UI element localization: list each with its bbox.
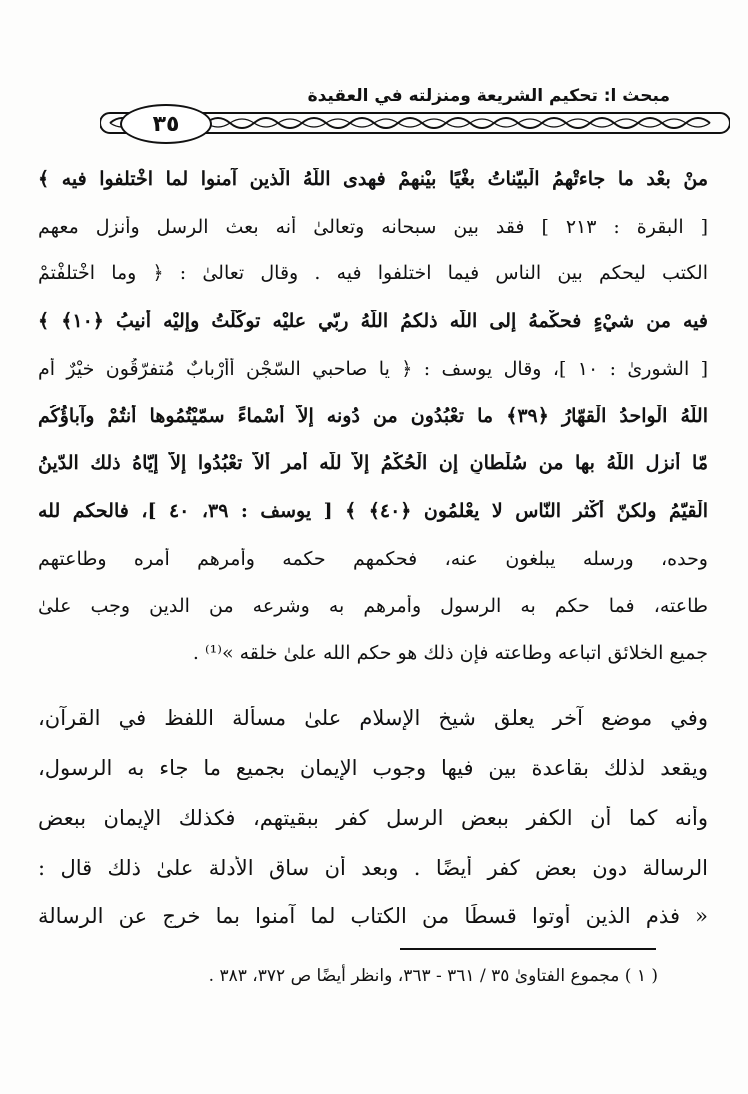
page-number: ٣٥ xyxy=(120,104,212,144)
footnote: ( ١ ) مجموع الفتاوىٰ ٣٥ / ٣٦١ - ٣٦٣، وانظر أيضًا ص ٣٧٢، ٣٨٣ . xyxy=(208,966,658,986)
footnote-separator xyxy=(400,948,656,950)
text-line-3: الكتب ليحكم بين الناس فيما اختلفوا فيه . وقال تعالىٰ : ﴿ وما اخْتلفْتمْ xyxy=(38,262,708,284)
text-line-10: طاعته، فما حكم به الرسول وأمرهم به وشرعه من الدين وجب علىٰ xyxy=(38,595,708,617)
text-line-11: جميع الخلائق اتباعه وطاعته فإن ذلك هو حكم الله علىٰ خلقه »⁽¹⁾ . xyxy=(192,642,708,664)
text-line-15: الرسالة دون بعض كفر أيضًا . وبعد أن ساق الأدلة علىٰ ذلك قال : xyxy=(38,856,708,880)
text-line-7: مّا أنزل اللّهُ بها من سُلْطانٍ إن الْحُكْمُ إلاّ للّه أمر ألاّ تعْبُدُوا إلاّ إيّاهُ ذلك الدّينُ xyxy=(38,452,708,474)
text-line-2: [ البقرة : ٢١٣ ] فقد بين سبحانه وتعالىٰ أنه بعث الرسل وأنزل معهم xyxy=(38,216,708,238)
text-line-13: ويقعد لذلك بقاعدة بين فيها وجوب الإيمان بجميع ما جاء به الرسول، xyxy=(38,756,708,780)
text-line-1: منْ بعْد ما جاءتْهمُ الْبيّناتُ بغْيًا بيْنهمْ فهدى اللّهُ الّذين آمنوا لما اخْتلفوا فيه ﴾ xyxy=(38,168,708,190)
text-line-4: فيه من شيْءٍ فحكْمهُ إلى اللّه ذلكمُ اللّهُ ربّي عليْه توكّلْتُ وإليْه أُنيبُ ﴿١٠﴾ ﴾ xyxy=(38,310,708,332)
text-line-16: « فذم الذين أوتوا قسطًا من الكتاب لما آمنوا بما خرج عن الرسالة xyxy=(38,904,708,928)
text-line-8: الْقيّمُ ولكنّ أكْثر النّاس لا يعْلمُون ﴿٤٠﴾ ﴾ [ يوسف : ٣٩، ٤٠ ]، فالحكم لله xyxy=(38,500,708,522)
text-line-6: اللّهُ الْواحدُ الْقهّارُ ﴿٣٩﴾ ما تعْبُدُون من دُونه إلاّ أسْماءً سمّيْتُمُوها أنتُمْ وآباؤُكُم xyxy=(38,405,708,427)
text-line-5: [ الشورىٰ : ١٠ ]، وقال يوسف : ﴿ يا صاحبي السّجْن أأرْبابٌ مُتفرّقُون خيْرٌ أم xyxy=(38,358,708,380)
text-line-9: وحده، ورسله يبلغون عنه، فحكمهم حكمه وأمرهم أمره وطاعتهم xyxy=(38,548,708,570)
running-header-title: مبحث ا: تحكيم الشريعة ومنزلته في العقيدة xyxy=(307,86,670,106)
text-line-12: وفي موضع آخر يعلق شيخ الإسلام علىٰ مسألة اللفظ في القرآن، xyxy=(38,706,708,730)
text-line-14: وأنه كما أن الكفر ببعض الرسل كفر ببقيتهم، فكذلك الإيمان ببعض xyxy=(38,806,708,830)
